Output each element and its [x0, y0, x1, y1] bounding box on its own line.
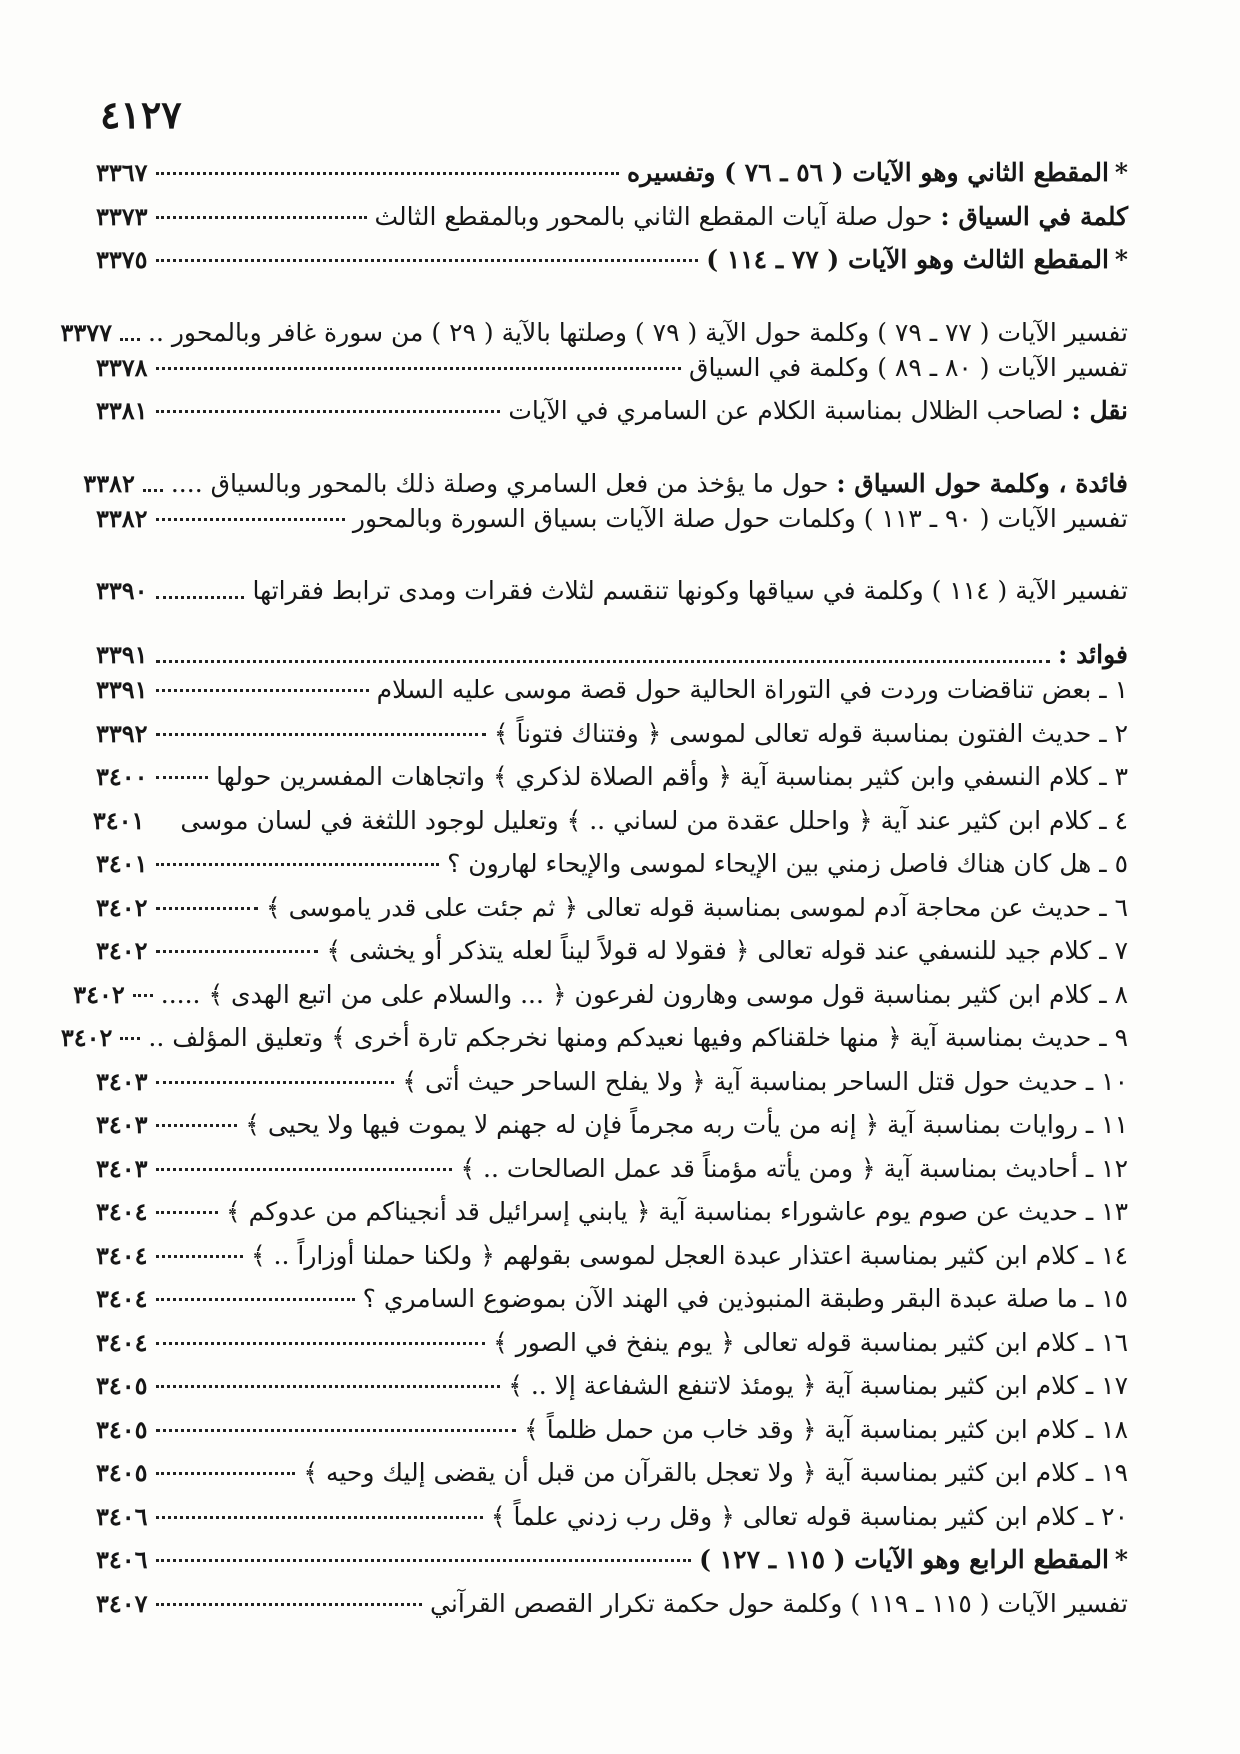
- toc-entry-text: حول صلة آيات المقطع الثاني بالمحور وبالمقطع الثالث: [374, 201, 941, 231]
- leader-dots: [156, 1211, 218, 1214]
- toc-entry-title: [508, 1371, 1128, 1400]
- toc-entry-text: ٨ ـ كلام ابن كثير بمناسبة قول موسى وهارون لفرعون ﴿ ... والسلام على من اتبع الهدى ﴾ .....: [160, 979, 1128, 1009]
- leader-dots: [156, 907, 258, 910]
- toc-entry-title: [245, 1110, 1128, 1139]
- leader-dots: [156, 367, 681, 370]
- toc-entry: [96, 675, 1128, 719]
- toc-entry: [96, 1241, 1128, 1285]
- toc-entry-text: ٦ ـ حديث عن محاجة آدم لموسى بمناسبة قوله تعالى ﴿ ثم جئت على قدر ياموسى ﴾: [266, 892, 1128, 922]
- toc-entry-text: ١٩ ـ كلام ابن كثير بمناسبة آية ﴿ ولا تعجل بالقرآن من قبل أن يقضى إليك وحيه ﴾: [303, 1458, 1128, 1487]
- leader-dots: [156, 1385, 501, 1388]
- leader-dots: [156, 596, 245, 599]
- toc-entry-text: حول ما يؤخذ من فعل السامري وصلة ذلك بالمحور وبالسياق ....: [170, 468, 837, 498]
- toc-entry-title: [402, 1067, 1128, 1096]
- toc-entry: [96, 547, 1128, 611]
- toc-entry-title: [706, 245, 1128, 274]
- toc-entry-lead: فائدة ، وكلمة حول السياق :: [836, 468, 1128, 498]
- toc-entry: [92, 805, 1128, 850]
- leader-dots: [133, 994, 153, 997]
- leader-dots: [156, 518, 345, 521]
- toc-entry-page: ٣٣٩١: [96, 640, 148, 669]
- toc-entry: [96, 1458, 1128, 1502]
- leader-dots: [156, 1168, 453, 1171]
- toc-entry: [60, 1023, 1128, 1067]
- toc-entry-text: ٤ ـ كلام ابن كثير عند آية ﴿ واحلل عقدة من لساني .. ﴾ وتعليل لوجود اللثغة في لسان موسى: [180, 805, 1128, 835]
- toc-entry: [96, 504, 1128, 548]
- star-marker: *: [1114, 245, 1128, 274]
- toc-entry-title: [326, 936, 1128, 965]
- toc-entry-page: ٣٤٠٤: [96, 1327, 148, 1357]
- toc-entry-title: [447, 849, 1128, 878]
- toc-entry-text: ٢٠ ـ كلام ابن كثير بمناسبة قوله تعالى ﴿ وقل رب زدني علماً ﴾: [490, 1501, 1128, 1531]
- toc-entry-page: ٣٤٠٦: [96, 1501, 148, 1531]
- toc-entry-page: ٣٤٠٣: [96, 1153, 148, 1183]
- leader-dots: [156, 1559, 692, 1562]
- toc-entry-lead: فوائد :: [1058, 640, 1128, 669]
- toc-entry-page: ٣٣٩١: [96, 675, 148, 704]
- toc-entry-text: ١٤ ـ كلام ابن كثير بمناسبة اعتذار عبدة العجل لموسى بقولهم ﴿ ولكنا حملنا أوزاراً .. ﴾: [250, 1240, 1128, 1270]
- toc-entry-lead: كلمة في السياق :: [940, 201, 1128, 231]
- leader-dots: [156, 689, 369, 692]
- toc-entry: [96, 202, 1128, 246]
- leader-dots: [143, 489, 163, 492]
- toc-entry-page: ٣٤٠٦: [96, 1545, 148, 1574]
- toc-entry-text: ١٣ ـ حديث عن صوم يوم عاشوراء بمناسبة آية ﴿ يابني إسرائيل قد أنجيناكم من عدوكم ﴾: [226, 1197, 1128, 1226]
- toc-entry-page: ٣٣٧٣: [96, 201, 148, 231]
- leader-dots: [156, 1298, 355, 1301]
- leader-dots: [156, 1124, 238, 1127]
- leader-dots: [156, 1081, 395, 1084]
- toc-entry-text: ١٦ ـ كلام ابن كثير بمناسبة قوله تعالى ﴿ يوم ينفخ في الصور ﴾: [493, 1327, 1128, 1357]
- toc-entry-text: ١٠ ـ حديث حول قتل الساحر بمناسبة آية ﴿ ولا يفلح الساحر حيث أتى ﴾: [402, 1066, 1128, 1096]
- toc-entry-title: [524, 1415, 1128, 1444]
- toc-entry: [96, 396, 1128, 440]
- toc-entry-title: [266, 893, 1128, 922]
- toc-entry: [96, 1284, 1128, 1328]
- leader-dots: [156, 172, 619, 175]
- toc-entry-page: ٣٤٠١: [92, 805, 145, 835]
- toc-entry-page: ٣٣٨٢: [83, 468, 135, 498]
- toc-entry-title: [171, 469, 1128, 498]
- toc-entry-page: ٣٤٠٢: [73, 979, 125, 1009]
- toc-entry: [96, 849, 1128, 893]
- star-marker: *: [1114, 1545, 1128, 1574]
- toc-entry: [73, 979, 1128, 1024]
- toc-entry-page: ٣٤٠٠: [96, 762, 148, 791]
- leader-dots: [156, 410, 501, 413]
- toc-entry-title: [460, 1154, 1128, 1183]
- toc-entry-title: [252, 576, 1128, 605]
- toc-entry-lead: نقل :: [1071, 396, 1128, 425]
- toc-entry-page: ٣٤٠٥: [96, 1371, 148, 1400]
- toc-entry-text: ٢ ـ حديث الفتون بمناسبة قوله تعالى لموسى ﴿ وفتناك فتوناً ﴾: [493, 718, 1128, 748]
- toc-entry: [96, 1371, 1128, 1415]
- toc-entry-text: ٩ ـ حديث بمناسبة آية ﴿ منها خلقناكم وفيها نعيدكم ومنها نخرجكم تارة أخرى ﴾ وتعليق المؤلف ..: [148, 1023, 1128, 1052]
- leader-dots: [156, 776, 209, 779]
- leader-dots: [120, 338, 140, 341]
- toc-entry-text: تفسير الآية ( ١١٤ ) وكلمة في سياقها وكونها تنقسم لثلاث فقرات ومدى ترابط فقراتها: [252, 576, 1128, 605]
- toc-entry-text: تفسير الآيات ( ٩٠ ـ ١١٣ ) وكلمات حول صلة الآيات بسياق السورة وبالمحور: [352, 503, 1128, 533]
- leader-dots: [156, 1429, 517, 1432]
- toc-entry-title: [699, 1545, 1128, 1574]
- toc-entry-title: [494, 719, 1128, 748]
- toc-entry-title: [375, 202, 1129, 231]
- toc-entry-page: ٣٤٠٧: [96, 1588, 148, 1618]
- leader-dots: [156, 863, 440, 866]
- toc-entry: [96, 1502, 1128, 1546]
- leader-dots: [156, 1516, 483, 1519]
- toc-entry-title: [508, 396, 1128, 425]
- toc-entry-page: ٣٣٨١: [96, 396, 148, 425]
- toc-entry: [96, 353, 1128, 397]
- toc-entry-title: [161, 980, 1128, 1009]
- toc-entry-page: ٣٤٠٤: [96, 1284, 148, 1313]
- toc-entry-page: ٣٣٩٢: [96, 718, 148, 748]
- toc-entry-title: [353, 504, 1128, 533]
- toc-entry-text: تفسير الآيات ( ٧٧ ـ ٧٩ ) وكلمة حول الآية ( ٧٩ ) وصلتها بالآية ( ٢٩ ) من سورة غافر وبالمحور ..: [148, 317, 1128, 347]
- toc-entry-title: [377, 675, 1128, 704]
- toc-entry-page: ٣٣٨٢: [96, 503, 148, 533]
- leader-dots: [152, 820, 172, 823]
- toc-entry-text: ١٢ ـ أحاديث بمناسبة آية ﴿ ومن يأته مؤمناً قد عمل الصالحات .. ﴾: [460, 1153, 1128, 1183]
- toc-entry: [96, 893, 1128, 937]
- toc-entry-text: المقطع الثالث وهو الآيات ( ٧٧ ـ ١١٤ ): [706, 245, 1109, 274]
- toc-entry-page: ٣٣٧٧: [60, 317, 113, 347]
- toc-entry-title: [148, 318, 1128, 347]
- toc-entry-title: [180, 806, 1128, 835]
- toc-entry-text: ١٧ ـ كلام ابن كثير بمناسبة آية ﴿ يومئذ لاتنفع الشفاعة إلا .. ﴾: [508, 1371, 1128, 1400]
- toc-entry: [96, 1328, 1128, 1372]
- toc-entry-text: ١٥ ـ ما صلة عبدة البقر وطبقة المنبوذين في الهند الآن بموضوع السامري ؟: [362, 1284, 1128, 1313]
- toc-entry-page: ٣٤٠٥: [96, 1414, 148, 1444]
- toc-entry: [96, 1545, 1128, 1589]
- toc-entry-page: ٣٤٠٣: [96, 1066, 148, 1096]
- leader-dots: [156, 1603, 422, 1606]
- toc-entry: [60, 289, 1128, 353]
- leader-dots: [156, 660, 1051, 663]
- toc-entry-text: ١ ـ بعض تناقضات وردت في التوراة الحالية حول قصة موسى عليه السلام: [376, 675, 1128, 704]
- page-number: ٤١٢٧: [100, 92, 182, 137]
- toc-entry-title: [251, 1241, 1128, 1270]
- toc-entry: [96, 936, 1128, 980]
- leader-dots: [156, 1255, 243, 1258]
- toc-entry-page: ٣٣٧٨: [96, 352, 148, 382]
- leader-dots: [156, 216, 367, 219]
- leader-dots: [120, 1037, 140, 1040]
- toc-entry-page: ٣٤٠٤: [96, 1197, 148, 1226]
- toc-entry-title: [303, 1458, 1128, 1487]
- toc-entry: [96, 245, 1128, 289]
- toc-entry-title: [430, 1589, 1128, 1618]
- toc-entry-page: ٣٤٠١: [96, 849, 148, 878]
- toc-entry-title: [493, 1328, 1128, 1357]
- toc-entry-text: تفسير الآيات ( ١١٥ ـ ١١٩ ) وكلمة حول حكمة تكرار القصص القرآني: [430, 1588, 1128, 1618]
- toc-entry: [96, 1415, 1128, 1459]
- toc-entry-text: ١٨ ـ كلام ابن كثير بمناسبة آية ﴿ وقد خاب من حمل ظلماً ﴾: [524, 1414, 1128, 1444]
- toc-entry: [96, 611, 1128, 675]
- toc-entry-title: [491, 1502, 1128, 1531]
- toc-entry: [96, 1110, 1128, 1154]
- toc-entry-page: ٣٤٠٢: [96, 892, 148, 922]
- toc-entry-text: ٥ ـ هل كان هناك فاصل زمني بين الإيحاء لموسى والإيحاء لهارون ؟: [447, 849, 1128, 878]
- toc-entry-title: [1058, 640, 1128, 669]
- toc-entry-title: [226, 1197, 1128, 1226]
- toc-entry: [96, 158, 1128, 202]
- toc-entry: [96, 1589, 1128, 1633]
- toc-entry: [96, 1154, 1128, 1198]
- toc-entry-page: ٣٤٠٣: [96, 1110, 148, 1139]
- toc-entry-page: ٣٣٧٥: [96, 245, 148, 274]
- toc-entry-title: [689, 353, 1128, 382]
- toc-entry-page: ٣٤٠٢: [96, 936, 148, 965]
- table-of-contents: [60, 158, 1128, 1632]
- star-marker: *: [1114, 158, 1128, 187]
- toc-entry-title: [363, 1284, 1128, 1313]
- toc-entry: [96, 1067, 1128, 1111]
- leader-dots: [156, 950, 319, 953]
- toc-entry: [96, 762, 1128, 806]
- toc-entry-title: [216, 762, 1128, 791]
- leader-dots: [156, 733, 486, 736]
- toc-entry: [83, 440, 1128, 504]
- toc-entry-page: ٣٤٠٥: [96, 1458, 148, 1487]
- toc-entry-text: ٣ ـ كلام النسفي وابن كثير بمناسبة آية ﴿ وأقم الصلاة لذكري ﴾ واتجاهات المفسرين حولها: [216, 762, 1128, 791]
- toc-entry-page: ٣٣٦٧: [96, 158, 148, 187]
- toc-entry-title: [148, 1023, 1128, 1052]
- toc-entry-title: [627, 158, 1128, 187]
- toc-entry-text: المقطع الرابع وهو الآيات ( ١١٥ ـ ١٢٧ ): [699, 1545, 1109, 1574]
- toc-entry-text: ١١ ـ روايات بمناسبة آية ﴿ إنه من يأت ربه مجرماً فإن له جهنم لا يموت فيها ولا يحيى ﴾: [245, 1110, 1128, 1139]
- toc-entry-text: ٧ ـ كلام جيد للنسفي عند قوله تعالى ﴿ فقولا له قولاً ليناً لعله يتذكر أو يخشى ﴾: [326, 936, 1128, 965]
- toc-entry-text: المقطع الثاني وهو الآيات ( ٥٦ ـ ٧٦ ) وتفسيره: [626, 158, 1109, 187]
- toc-entry: [96, 719, 1128, 763]
- toc-entry-text: لصاحب الظلال بمناسبة الكلام عن السامري في الآيات: [508, 396, 1072, 425]
- toc-entry-page: ٣٤٠٤: [96, 1240, 148, 1270]
- leader-dots: [156, 1342, 486, 1345]
- toc-entry-text: تفسير الآيات ( ٨٠ ـ ٨٩ ) وكلمة في السياق: [689, 352, 1128, 382]
- toc-entry-page: ٣٤٠٢: [60, 1023, 113, 1052]
- toc-entry-page: ٣٣٩٠: [96, 576, 148, 605]
- leader-dots: [156, 259, 699, 262]
- toc-entry: [96, 1197, 1128, 1241]
- leader-dots: [156, 1472, 296, 1475]
